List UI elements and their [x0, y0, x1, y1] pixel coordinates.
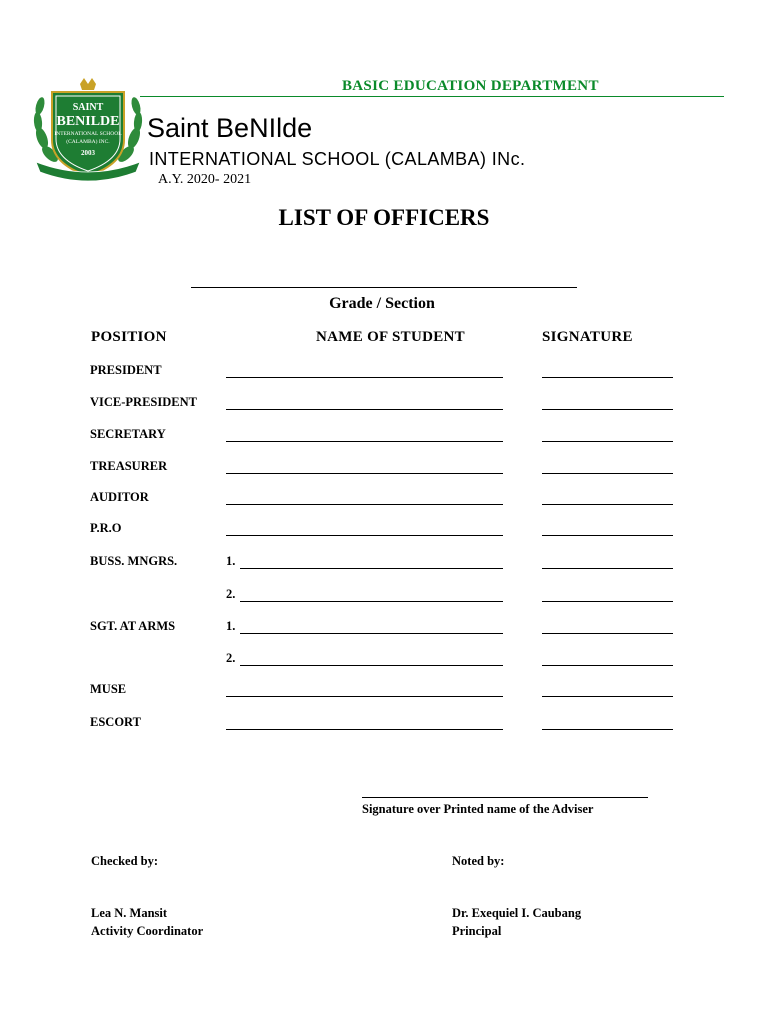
- row-position-label: SGT. AT ARMS: [90, 619, 176, 633]
- logo-year: 2003: [81, 149, 95, 157]
- school-name: Saint BeNIlde: [147, 113, 313, 143]
- student-name-field[interactable]: [226, 504, 503, 505]
- noter-name: Dr. Exequiel I. Caubang: [452, 906, 582, 920]
- signature-field[interactable]: [542, 504, 673, 505]
- department-underline: [140, 96, 724, 97]
- logo-text-sub2: (CALAMBA) INC.: [66, 139, 110, 145]
- row-number: 1.: [226, 619, 236, 633]
- adviser-signature-label: Signature over Printed name of the Adviser: [362, 802, 594, 816]
- page-title: LIST OF OFFICERS: [278, 205, 490, 230]
- row-position-label: SECRETARY: [90, 427, 166, 441]
- adviser-signature-field[interactable]: [362, 797, 648, 798]
- student-name-field[interactable]: [226, 729, 503, 730]
- logo-text-main: BENILDE: [56, 114, 120, 129]
- row-position-label: MUSE: [90, 682, 127, 696]
- row-position-label: BUSS. MNGRS.: [90, 554, 178, 568]
- row-position-label: TREASURER: [90, 459, 168, 473]
- row-position-label: ESCORT: [90, 715, 141, 729]
- logo-text-top: SAINT: [72, 102, 104, 113]
- checker-title: Activity Coordinator: [91, 924, 204, 938]
- signature-field[interactable]: [542, 568, 673, 569]
- row-position-label: PRESIDENT: [90, 363, 162, 377]
- signature-field[interactable]: [542, 473, 673, 474]
- student-name-field[interactable]: [240, 665, 503, 666]
- column-header-position: POSITION: [91, 329, 167, 345]
- noter-title: Principal: [452, 924, 502, 938]
- column-header-name: NAME OF STUDENT: [316, 329, 465, 345]
- student-name-field[interactable]: [226, 535, 503, 536]
- student-name-field[interactable]: [226, 696, 503, 697]
- checker-name: Lea N. Mansit: [91, 906, 168, 920]
- signature-field[interactable]: [542, 729, 673, 730]
- row-number: 2.: [226, 651, 236, 665]
- grade-section-label: Grade / Section: [329, 295, 435, 312]
- school-subtitle: INTERNATIONAL SCHOOL (CALAMBA) INc.: [149, 149, 526, 169]
- row-number: 1.: [226, 554, 236, 568]
- signature-field[interactable]: [542, 696, 673, 697]
- school-logo: [28, 78, 148, 188]
- row-position-label: VICE-PRESIDENT: [90, 395, 197, 409]
- academic-year: A.Y. 2020- 2021: [158, 172, 252, 187]
- grade-section-field[interactable]: [191, 287, 577, 288]
- signature-field[interactable]: [542, 601, 673, 602]
- student-name-field[interactable]: [240, 601, 503, 602]
- signature-field[interactable]: [542, 409, 673, 410]
- department-heading: BASIC EDUCATION DEPARTMENT: [342, 78, 599, 94]
- row-number: 2.: [226, 587, 236, 601]
- student-name-field[interactable]: [240, 568, 503, 569]
- column-header-signature: SIGNATURE: [542, 329, 633, 345]
- signature-field[interactable]: [542, 535, 673, 536]
- student-name-field[interactable]: [226, 409, 503, 410]
- student-name-field[interactable]: [226, 473, 503, 474]
- noted-by-label: Noted by:: [452, 854, 505, 868]
- student-name-field[interactable]: [240, 633, 503, 634]
- student-name-field[interactable]: [226, 377, 503, 378]
- student-name-field[interactable]: [226, 441, 503, 442]
- row-position-label: P.R.O: [90, 521, 122, 535]
- signature-field[interactable]: [542, 441, 673, 442]
- row-position-label: AUDITOR: [90, 490, 149, 504]
- signature-field[interactable]: [542, 633, 673, 634]
- logo-text-sub: INTERNATIONAL SCHOOL: [54, 131, 122, 137]
- signature-field[interactable]: [542, 665, 673, 666]
- checked-by-label: Checked by:: [91, 854, 159, 868]
- signature-field[interactable]: [542, 377, 673, 378]
